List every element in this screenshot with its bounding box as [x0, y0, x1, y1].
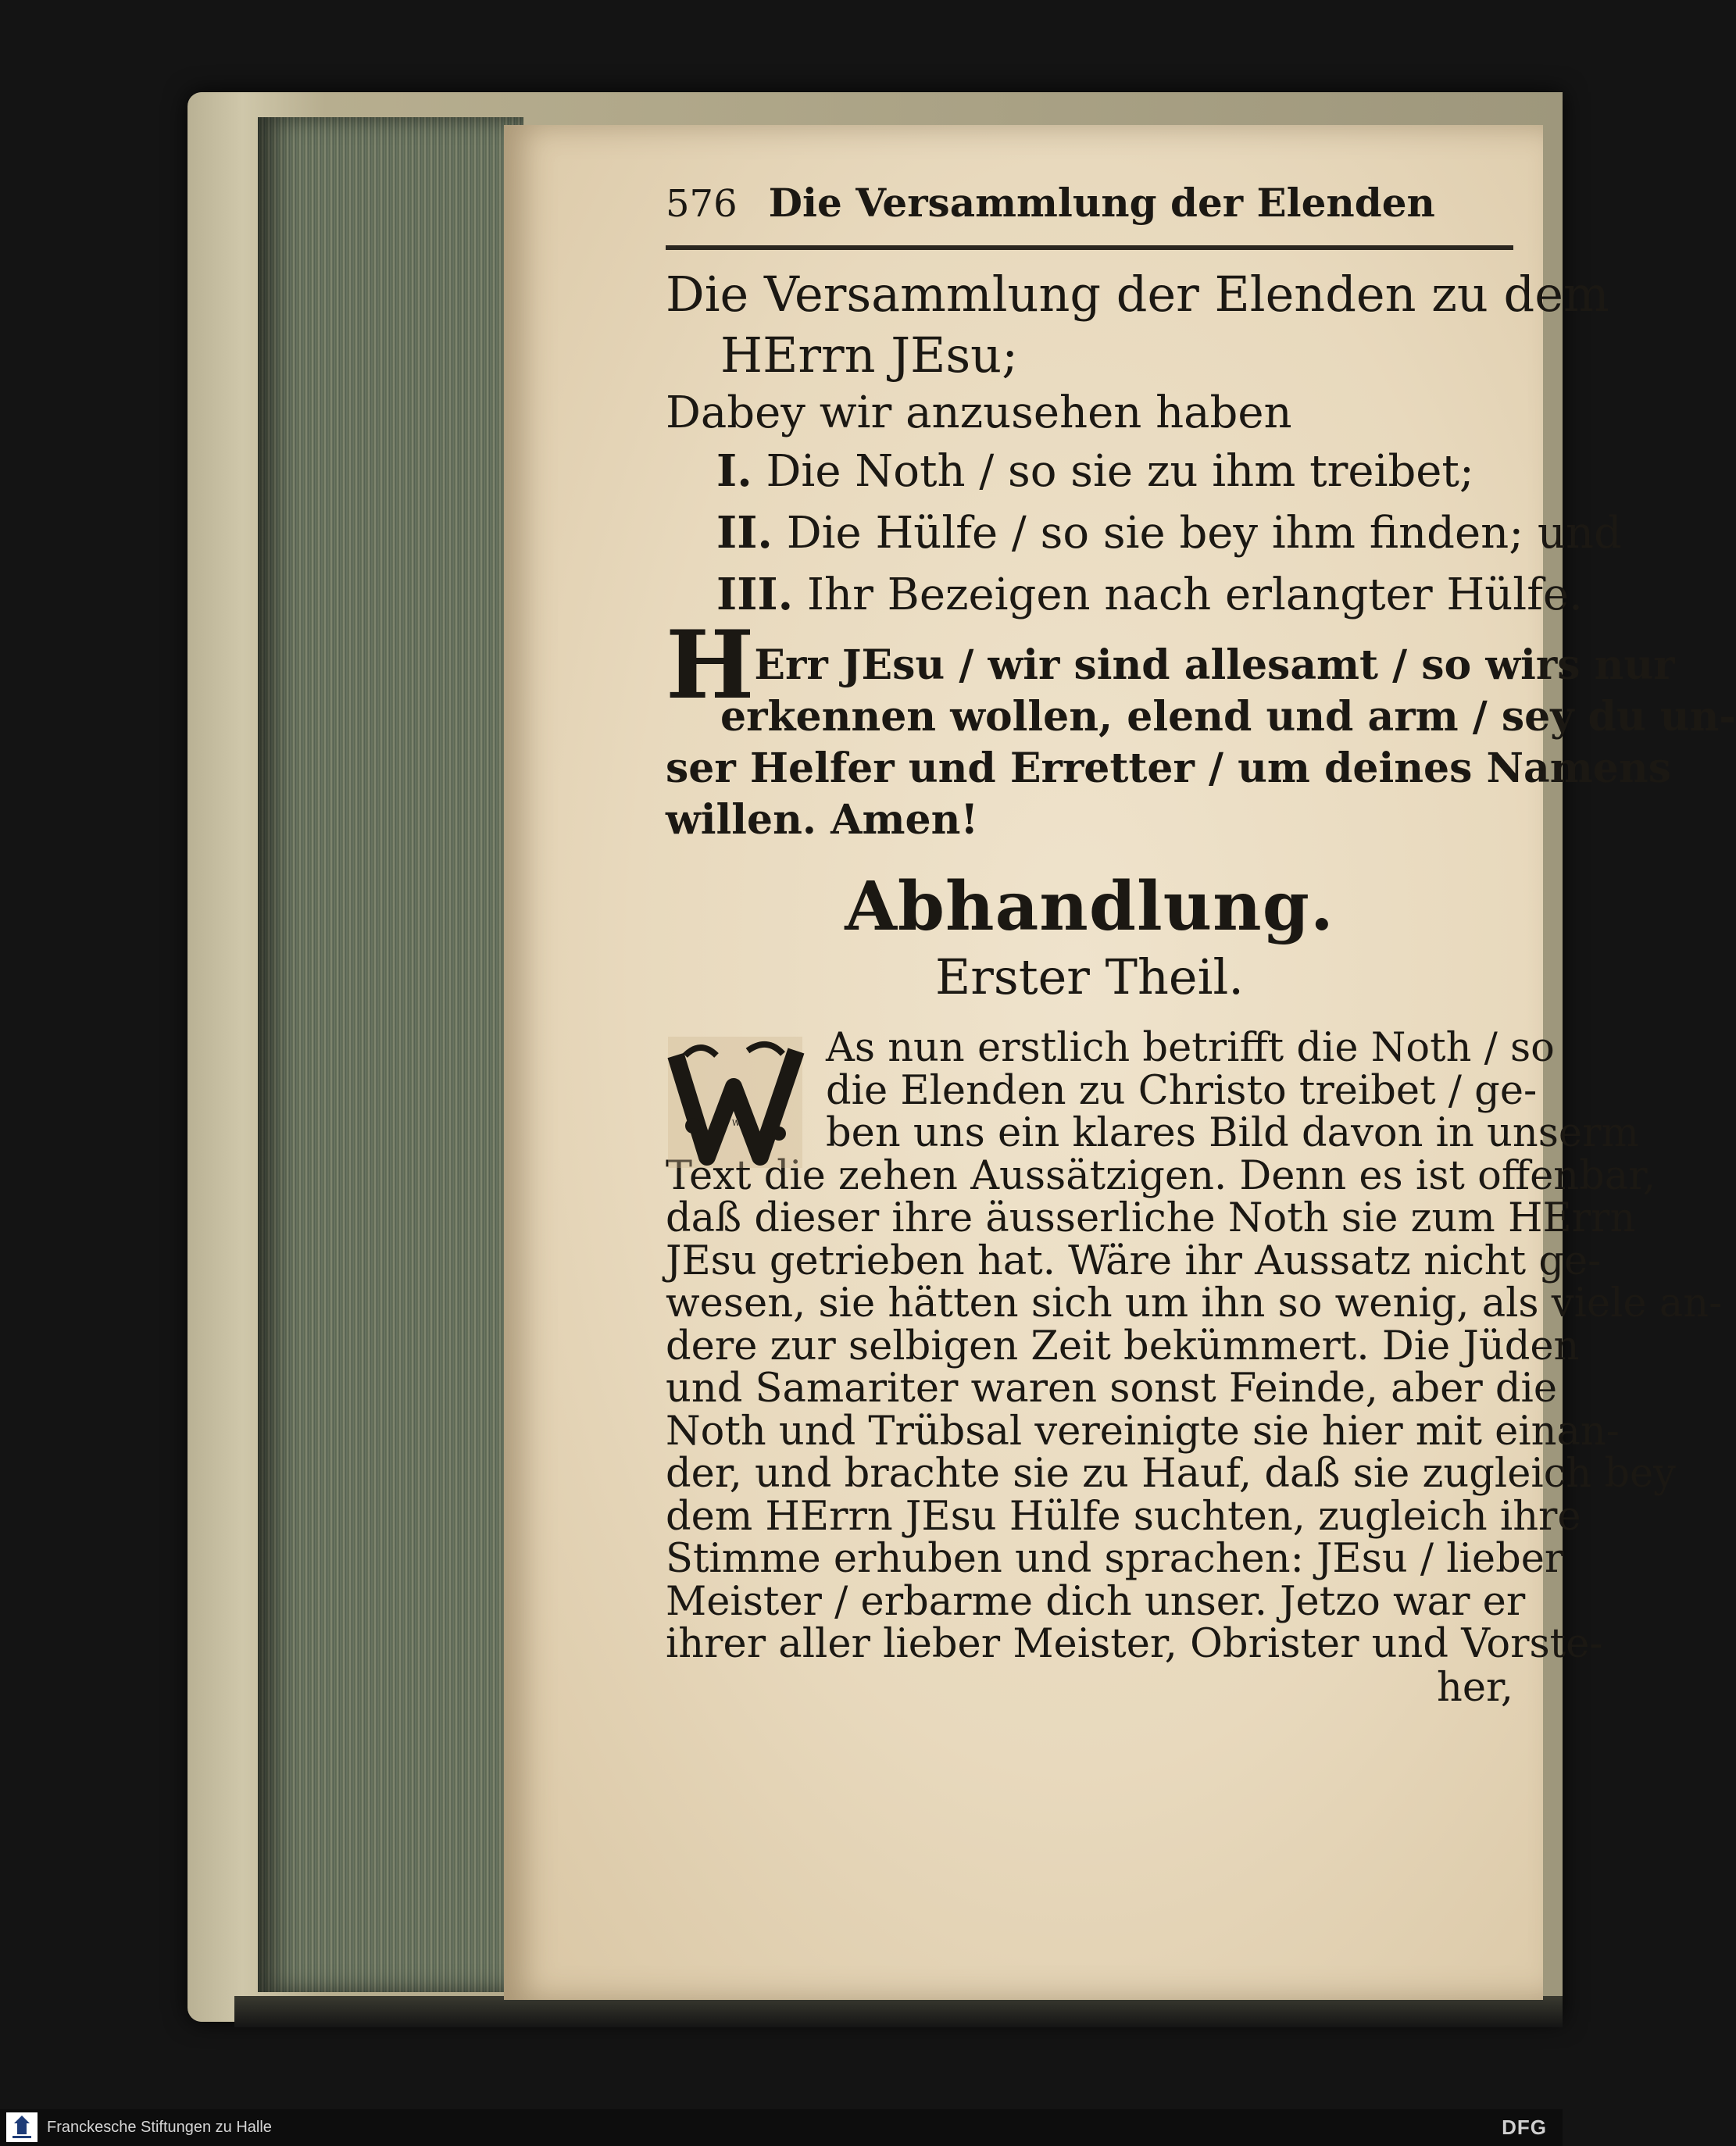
body-line: der, und brachte sie zu Hauf, daß sie zugleich bey — [666, 1451, 1676, 1497]
sermon-title-line-1: Die Versammlung der Elenden zu dem — [666, 266, 1609, 323]
sermon-title-line-2: HErrn JEsu; — [720, 327, 1018, 384]
section-heading: Abhandlung. — [845, 867, 1334, 946]
body-line: ihrer aller lieber Meister, Obrister und Vorste- — [666, 1621, 1603, 1667]
point-1 — [666, 441, 1513, 502]
institution-logo-icon — [6, 2112, 38, 2142]
body-line: As nun erstlich betrifft die Noth / so — [826, 1025, 1555, 1071]
point-2 — [666, 502, 1622, 564]
body-line: und Samariter waren sonst Feinde, aber die — [666, 1366, 1558, 1412]
point-numeral: I. — [716, 445, 752, 497]
body-line: daß dieser ihre äusserliche Noth sie zum HErrn — [666, 1195, 1636, 1241]
body-line: dem HErrn JEsu Hülfe suchten, zugleich ihre — [666, 1493, 1581, 1540]
initial-letter: W — [731, 1119, 741, 1128]
prayer-line: HErr JEsu / wir sind allesamt / so wirs nur — [666, 610, 1675, 720]
point-text: Die Noth / so sie zu ihm treibet; — [766, 446, 1474, 497]
subtitle: Dabey wir anzusehen haben — [666, 387, 1292, 438]
running-head-title: Die Versammlung der Elenden — [768, 180, 1435, 226]
prayer-paragraph — [666, 610, 1736, 846]
header-rule — [666, 245, 1513, 250]
decorated-initial-w — [662, 1032, 810, 1173]
point-text: Die Hülfe / so sie bey ihm finden; und — [786, 508, 1622, 559]
body-line: ben uns ein klares Bild davon in unserm — [826, 1110, 1639, 1156]
prayer-line: ser Helfer und Erretter / um deines Namens — [666, 744, 1671, 792]
body-line: die Elenden zu Christo treibet / ge- — [826, 1067, 1538, 1114]
book-bottom-shadow — [234, 1996, 1563, 2027]
institution-name: Franckesche Stiftungen zu Halle — [47, 2119, 272, 2136]
point-numeral: III. — [716, 569, 794, 620]
page-text-block — [666, 180, 1736, 1711]
body-line: Stimme erhuben und sprachen: JEsu / lieber — [666, 1536, 1564, 1582]
prayer-initial: H — [666, 610, 755, 720]
body-paragraph — [666, 1025, 1723, 1667]
page-number: 576 — [666, 182, 738, 226]
dfg-logo: DFG — [1502, 2116, 1547, 2139]
part-heading: Erster Theil. — [934, 948, 1244, 1005]
body-line: Noth und Trübsal vereinigte sie hier mit einan- — [666, 1408, 1620, 1455]
point-numeral: II. — [716, 507, 773, 559]
body-line: dere zur selbigen Zeit bekümmert. Die Jüden — [666, 1323, 1580, 1369]
page-edges — [258, 117, 523, 1992]
point-text: Ihr Bezeigen nach erlangter Hülfe. — [806, 570, 1583, 620]
prayer-line: erkennen wollen, elend und arm / sey du un- — [720, 693, 1736, 741]
prayer-line: willen. Amen! — [666, 796, 979, 844]
body-line: Meister / erbarme dich unser. Jetzo war er — [666, 1578, 1526, 1625]
body-line: wesen, sie hätten sich um ihn so wenig, als viele an- — [666, 1280, 1723, 1327]
body-line: JEsu getrieben hat. Wäre ihr Aussatz nicht ge- — [666, 1237, 1602, 1284]
point-3 — [666, 564, 1583, 626]
footer-bar — [0, 2109, 1563, 2146]
running-head — [666, 180, 1513, 242]
catchword: her, — [1436, 1664, 1513, 1711]
body-line: Text die zehen Aussätzigen. Denn es ist offenbar, — [666, 1152, 1656, 1199]
